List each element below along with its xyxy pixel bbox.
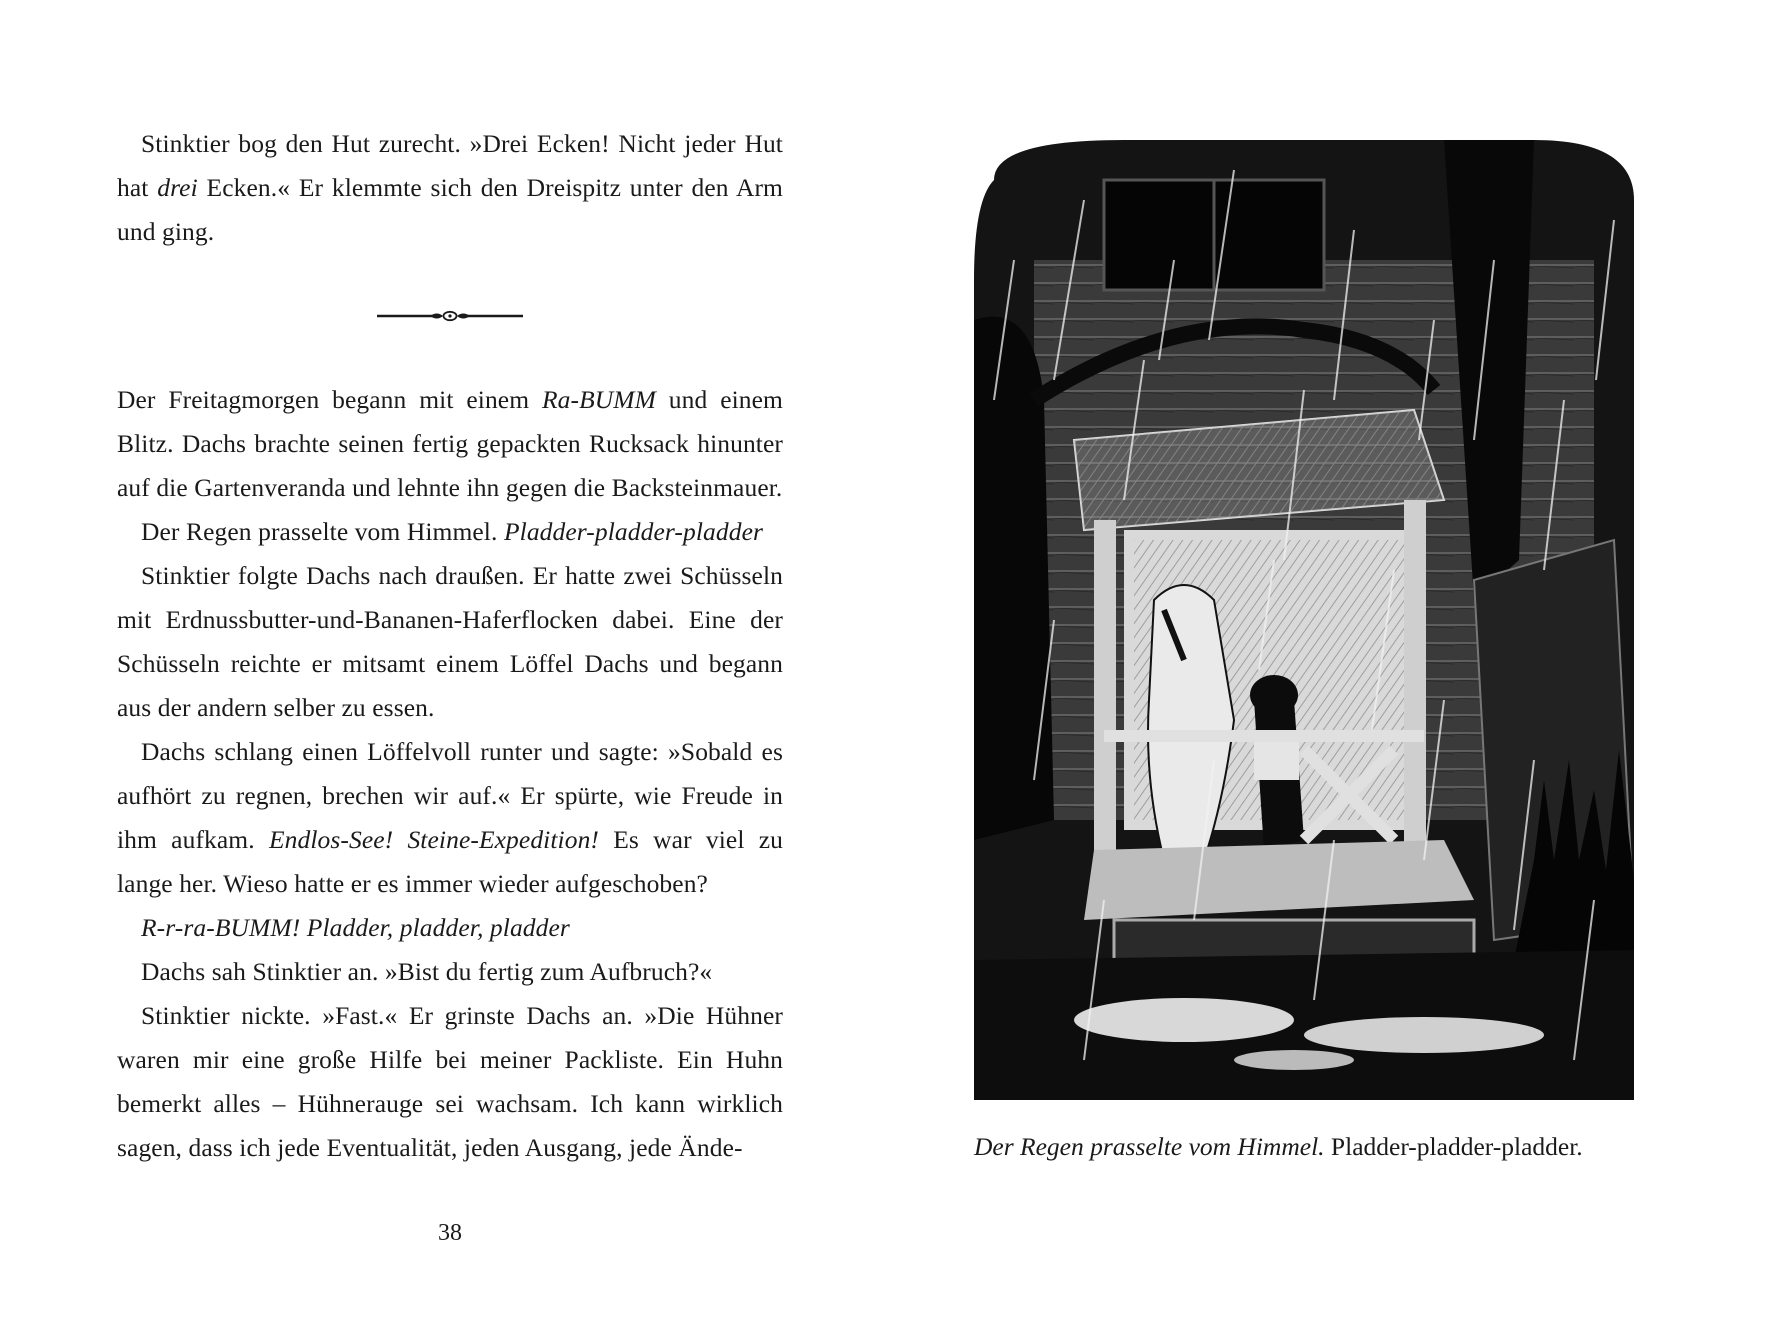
section-divider (117, 254, 783, 378)
illustration-caption: Der Regen prasselte vom Himmel. Pladder-pladder-pladder. (974, 1132, 1583, 1161)
paragraph-friday: Der Freitagmorgen begann mit einem Ra-BUMM und einem Blitz. Dachs brachte seinen fertig gepackten Rucksack hinunter auf die Gartenveranda und lehnte ihn gegen die Backsteinmauer. (117, 385, 783, 502)
page-number: 38 (438, 1220, 462, 1246)
paragraph-skunk-nods: Stinktier nickte. »Fast.« Er grinste Dachs an. »Die Hühner waren mir eine große Hilfe bei meiner Packliste. Ein Huhn bemerkt alles – Hühnerauge sei wachsam. Ich kann wirklich sagen, dass ich jede Eventualität, jeden Ausgang, jede Ände- (117, 1001, 783, 1162)
paragraph-ready-question: Dachs sah Stinktier an. »Bist du fertig zum Aufbruch?« (141, 957, 713, 986)
paragraph-hat: Stinktier bog den Hut zurecht. »Drei Ecken! Nicht jeder Hut hat drei Ecken.« Er klemmte sich den Dreispitz unter den Arm und ging. (117, 129, 783, 246)
paragraph-rain: Der Regen prasselte vom Himmel. Pladder-pladder-pladder (141, 517, 764, 546)
paragraph-bowls: Stinktier folgte Dachs nach draußen. Er hatte zwei Schüsseln mit Erdnussbutter-und-Bananen-Haferflocken dabei. Eine der Schüsseln reichte er mitsamt einem Löffel Dachs und begann aus der andern selber zu essen. (117, 561, 783, 722)
left-page-text (117, 122, 783, 1170)
ornament-divider-icon (375, 306, 525, 326)
paragraph-badger-eats: Dachs schlang einen Löffelvoll runter und sagte: »Sobald es aufhört zu regnen, brechen wir auf.« Er spürte, wie Freude in ihm aufkam. Endlos-See! Steine-Expedition! Es war viel zu lange her. Wieso hatte er es immer wieder aufgeschoben? (117, 737, 783, 898)
rain-porch-illustration (974, 140, 1642, 1100)
paragraph-thunder: R-r-ra-BUMM! Pladder, pladder, pladder (141, 913, 570, 942)
